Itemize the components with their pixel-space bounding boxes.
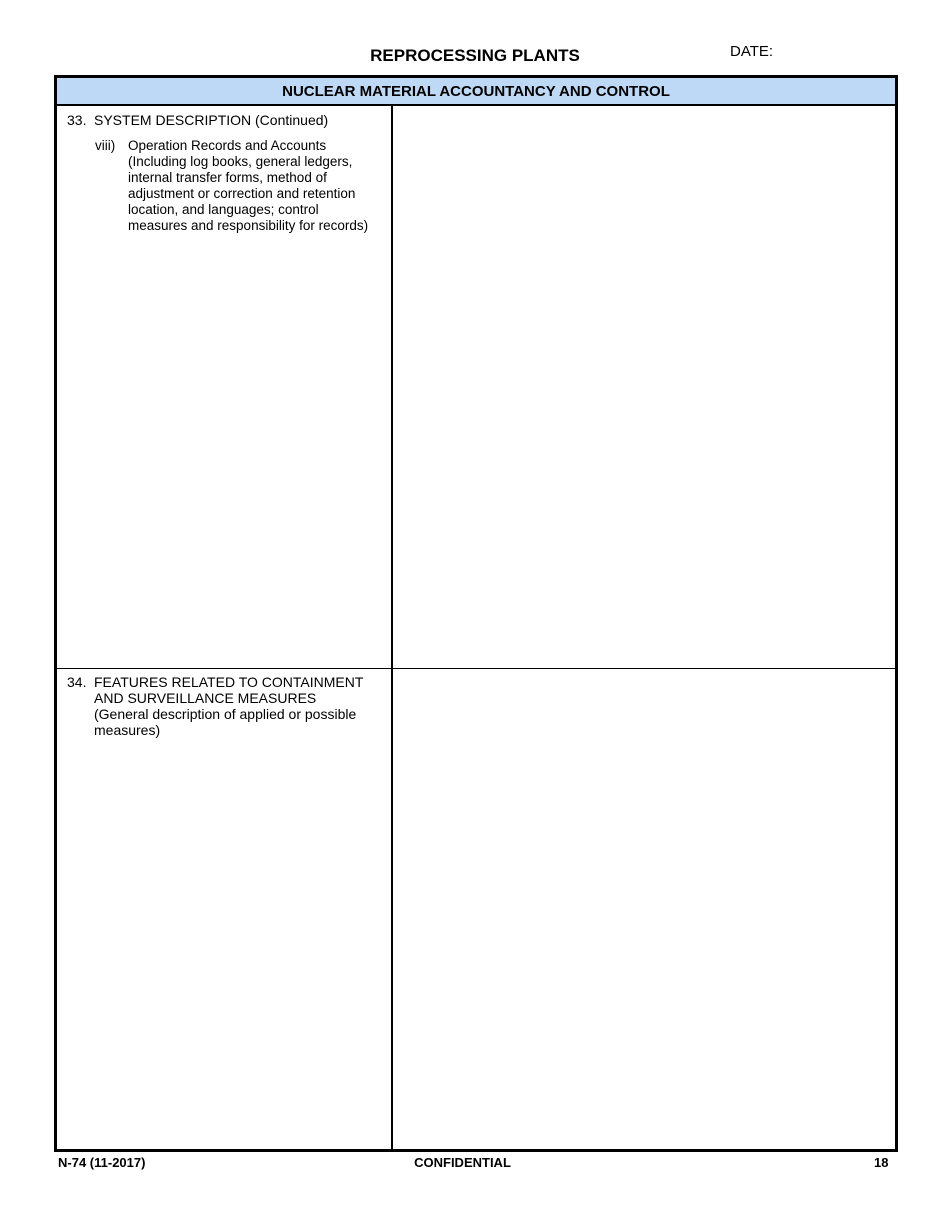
item-34-answer-field[interactable] <box>393 669 895 1149</box>
classification-label: CONFIDENTIAL <box>414 1155 511 1170</box>
item-34-line: AND SURVEILLANCE MEASURES <box>94 690 317 706</box>
item-34-line: (General description of applied or possible <box>94 706 357 722</box>
section-header: NUCLEAR MATERIAL ACCOUNTANCY AND CONTROL <box>57 78 895 106</box>
page-number: 18 <box>874 1155 889 1170</box>
form-id: N-74 (11-2017) <box>58 1155 146 1170</box>
item-33-title: SYSTEM DESCRIPTION (Continued) <box>94 112 329 128</box>
item-33-sub-line: (Including log books, general ledgers, <box>128 154 353 169</box>
date-label: DATE: <box>730 43 774 60</box>
form-frame <box>54 75 898 1152</box>
item-33-sub-line: location, and languages; control <box>128 202 319 217</box>
item-33-sub-number: viii) <box>95 138 116 153</box>
item-33-sub-line: internal transfer forms, method of <box>128 170 327 185</box>
item-34-line: FEATURES RELATED TO CONTAINMENT <box>94 674 364 690</box>
item-33-sub-line: measures and responsibility for records) <box>128 218 369 233</box>
item-34-line: measures) <box>94 722 161 738</box>
item-34-title <box>94 674 384 738</box>
item-33-sub-line: adjustment or correction and retention <box>128 186 356 201</box>
item-33-sub-line: Operation Records and Accounts <box>128 138 327 153</box>
page-title: REPROCESSING PLANTS <box>370 46 580 65</box>
item-33-number: 33. <box>67 112 87 128</box>
item-33-sub-description <box>128 138 390 234</box>
item-33-answer-field[interactable] <box>393 108 895 668</box>
item-34-number: 34. <box>67 674 87 690</box>
